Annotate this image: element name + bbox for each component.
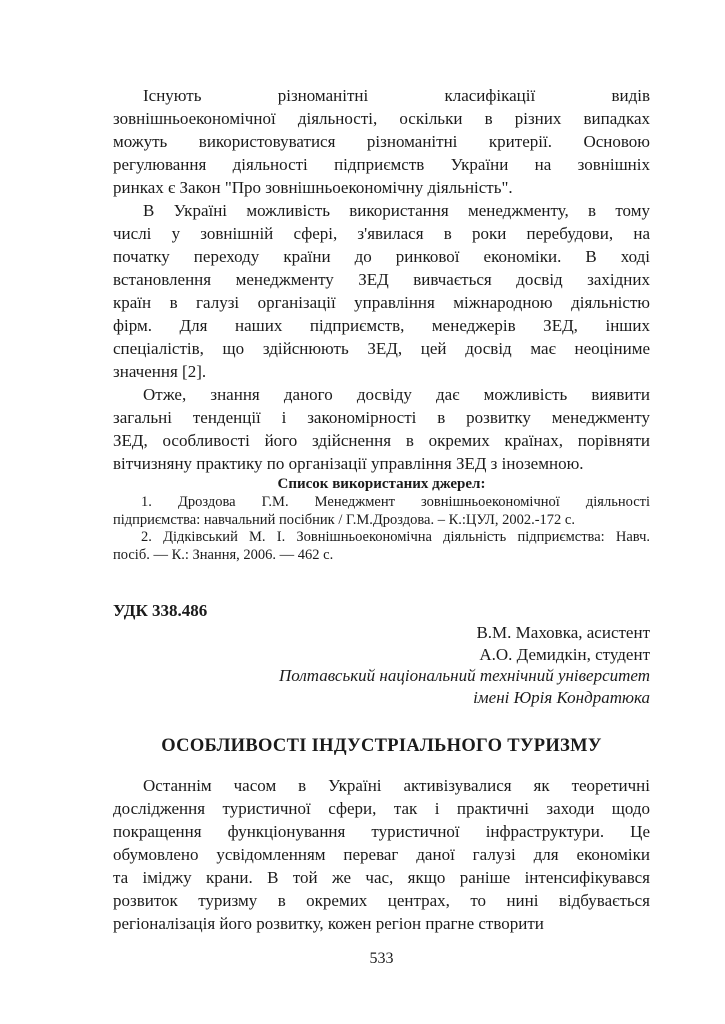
reference-item bbox=[113, 494, 650, 529]
prev-article-paragraphs bbox=[113, 84, 650, 475]
text-line: регіоналізація його розвитку, кожен регіон прагне створити bbox=[113, 914, 544, 933]
text-line: та іміджу крани. В той же час, якщо раніше інтенсифікувався bbox=[113, 868, 650, 887]
text-line: ринках є Закон "Про зовнішньоекономічну діяльність". bbox=[113, 178, 513, 197]
text-line: фірм. Для наших підприємств, менеджерів ЗЕД, інших bbox=[113, 316, 650, 335]
text-line: Існують різноманітні класифікації видів bbox=[143, 86, 650, 105]
text-line: підприємства: навчальний посібник / Г.М.Дроздова. – К.:ЦУЛ, 2002.-172 с. bbox=[113, 511, 575, 528]
text-line: 1. Дроздова Г.М. Менеджмент зовнішньоекономічної діяльності bbox=[141, 494, 650, 510]
udc-code: УДК 338.486 bbox=[113, 601, 208, 620]
previous-article-section bbox=[113, 84, 650, 564]
text-line: В Україні можливість використання менеджменту, в тому bbox=[143, 201, 650, 220]
author-line: А.О. Демидкін, студент bbox=[479, 644, 650, 664]
text-line: покращення функціонування туристичної інфраструктури. Це bbox=[113, 822, 650, 841]
text-line: числі у зовнішній сфері, з'явилася в роки перебудови, на bbox=[113, 224, 650, 243]
new-article-paragraphs bbox=[113, 774, 650, 935]
body-paragraph bbox=[113, 774, 650, 935]
text-line: вітчизняну практику по організації управління ЗЕД з іноземною. bbox=[113, 454, 584, 473]
article-title: ОСОБЛИВОСТІ ІНДУСТРІАЛЬНОГО ТУРИЗМУ bbox=[161, 736, 602, 756]
body-paragraph bbox=[113, 84, 650, 199]
text-line: 2. Дідківський М. І. Зовнішньоекономічна діяльність підприємства: Навч. bbox=[141, 529, 650, 545]
text-line: дослідження туристичної сфери, так і практичні заходи щодо bbox=[113, 799, 650, 818]
new-article-section bbox=[113, 600, 650, 935]
byline bbox=[113, 622, 650, 708]
text-line: значення [2]. bbox=[113, 362, 207, 381]
affiliation-line: Полтавський національний технічний університет bbox=[279, 666, 650, 685]
text-line: посіб. — К.: Знання, 2006. — 462 с. bbox=[113, 546, 334, 563]
body-paragraph bbox=[113, 383, 650, 475]
references-heading: Список використаних джерел: bbox=[277, 476, 486, 492]
text-line: Останнім часом в Україні активізувалися як теоретичні bbox=[143, 776, 650, 795]
references-list bbox=[113, 494, 650, 564]
page-number: 533 bbox=[369, 950, 394, 967]
body-paragraph bbox=[113, 199, 650, 383]
text-line: загальні тенденції і закономірності в розвитку менеджменту bbox=[113, 408, 650, 427]
text-line: обумовлено усвідомленням переваг даної галузі для економіки bbox=[113, 845, 650, 864]
text-line: Отже, знання даного досвіду дає можливість виявити bbox=[143, 385, 650, 404]
text-line: зовнішньоекономічної діяльності, оскільки в різних випадках bbox=[113, 109, 650, 128]
text-line: регулювання діяльності підприємств України на зовнішніх bbox=[113, 155, 650, 174]
text-block bbox=[113, 84, 650, 969]
text-line: можуть використовуватися різноманітні критерії. Основою bbox=[113, 132, 650, 151]
text-line: встановлення менеджменту ЗЕД вивчається досвід західних bbox=[113, 270, 650, 289]
text-line: спеціалістів, що здійснюють ЗЕД, цей досвід має неоціниме bbox=[113, 339, 650, 358]
text-line: розвиток туризму в окремих центрах, то нині відбувається bbox=[113, 891, 650, 910]
affiliation-line: імені Юрія Кондратюка bbox=[473, 687, 650, 707]
text-line: ЗЕД, особливості його здійснення в окремих країнах, порівняти bbox=[113, 431, 650, 450]
text-line: початку переходу країни до ринкової економіки. В ході bbox=[113, 247, 650, 266]
text-line: країн в галузі організації управління міжнародною діяльністю bbox=[113, 293, 650, 312]
reference-item bbox=[113, 529, 650, 564]
author-line: В.М. Маховка, асистент bbox=[476, 623, 650, 642]
